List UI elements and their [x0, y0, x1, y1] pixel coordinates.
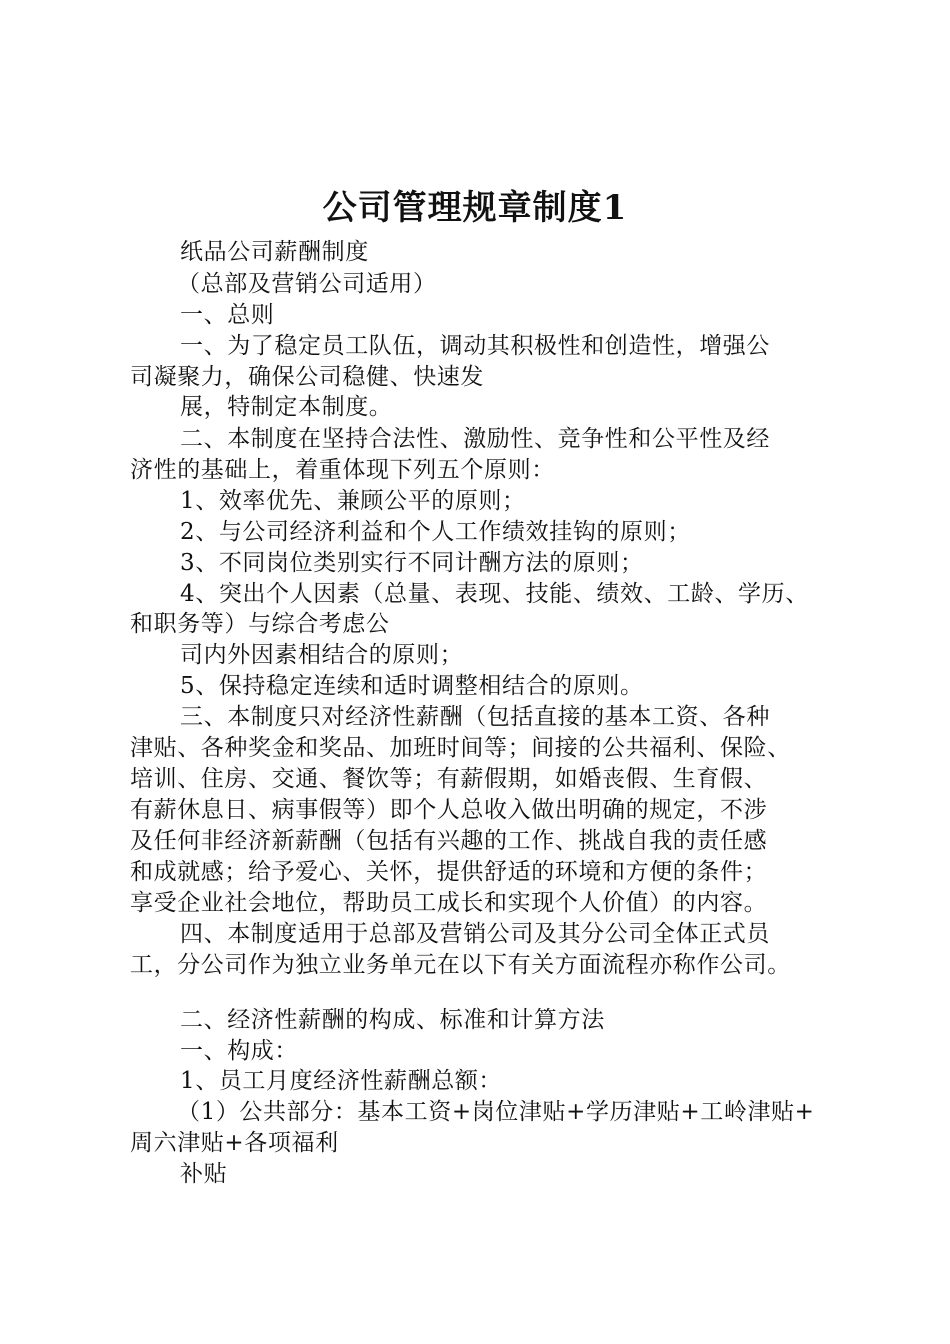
paragraph-line: 纸品公司薪酬制度	[180, 239, 369, 265]
paragraph-line: 三、本制度只对经济性薪酬（包括直接的基本工资、各种	[180, 704, 770, 730]
document-title: 公司管理规章制度1	[322, 188, 628, 228]
section-heading: 二、经济性薪酬的构成、标准和计算方法	[180, 1007, 605, 1033]
paragraph-line: 司内外因素相结合的原则；	[180, 642, 464, 668]
paragraph-line: 二、本制度在坚持合法性、激励性、竞争性和公平性及经	[180, 426, 770, 452]
paragraph-line: 四、本制度适用于总部及营销公司及其分公司全体正式员	[180, 921, 770, 947]
paragraph-line: 享受企业社会地位，帮助员工成长和实现个人价值）的内容。	[130, 890, 768, 916]
paragraph-line: 一、为了稳定员工队伍，调动其积极性和创造性，增强公	[180, 333, 770, 359]
list-item: 4、突出个人因素（总量、表现、技能、绩效、工龄、学历、	[180, 581, 809, 607]
paragraph-line: 培训、住房、交通、餐饮等；有薪假期，如婚丧假、生育假、	[130, 766, 768, 792]
paragraph-line: 及任何非经济新薪酬（包括有兴趣的工作、挑战自我的责任感	[130, 828, 768, 854]
paragraph-line: 补贴	[180, 1161, 228, 1187]
paragraph-line: 津贴、各种奖金和奖品、加班时间等；间接的公共福利、保险、	[130, 735, 791, 761]
list-item: 3、不同岗位类别实行不同计酬方法的原则；	[180, 550, 644, 576]
section-heading: 一、总则	[180, 302, 275, 328]
section-heading: 一、构成：	[180, 1038, 298, 1064]
paragraph-line: 司凝聚力，确保公司稳健、快速发	[130, 364, 484, 390]
paragraph-line: 和职务等）与综合考虑公	[130, 611, 390, 637]
list-item: 5、保持稳定连续和适时调整相结合的原则。	[180, 673, 644, 699]
list-item: 1、员工月度经济性薪酬总额：	[180, 1068, 503, 1094]
list-item: 2、与公司经济利益和个人工作绩效挂钩的原则；	[180, 519, 691, 545]
paragraph-line: 工，分公司作为独立业务单元在以下有关方面流程亦称作公司。	[130, 952, 791, 978]
paragraph-line: 和成就感；给予爱心、关怀，提供舒适的环境和方便的条件；	[130, 859, 768, 885]
list-item: （1）公共部分：基本工资+岗位津贴+学历津贴+工岭津贴+	[177, 1099, 815, 1125]
paragraph-line: 有薪休息日、病事假等）即个人总收入做出明确的规定，不涉	[130, 797, 768, 823]
paragraph-line: 展，特制定本制度。	[180, 394, 393, 420]
paragraph-line: （总部及营销公司适用）	[177, 271, 437, 297]
paragraph-line: 周六津贴+各项福利	[130, 1130, 339, 1156]
list-item: 1、效率优先、兼顾公平的原则；	[180, 488, 526, 514]
paragraph-line: 济性的基础上，着重体现下列五个原则：	[130, 457, 555, 483]
